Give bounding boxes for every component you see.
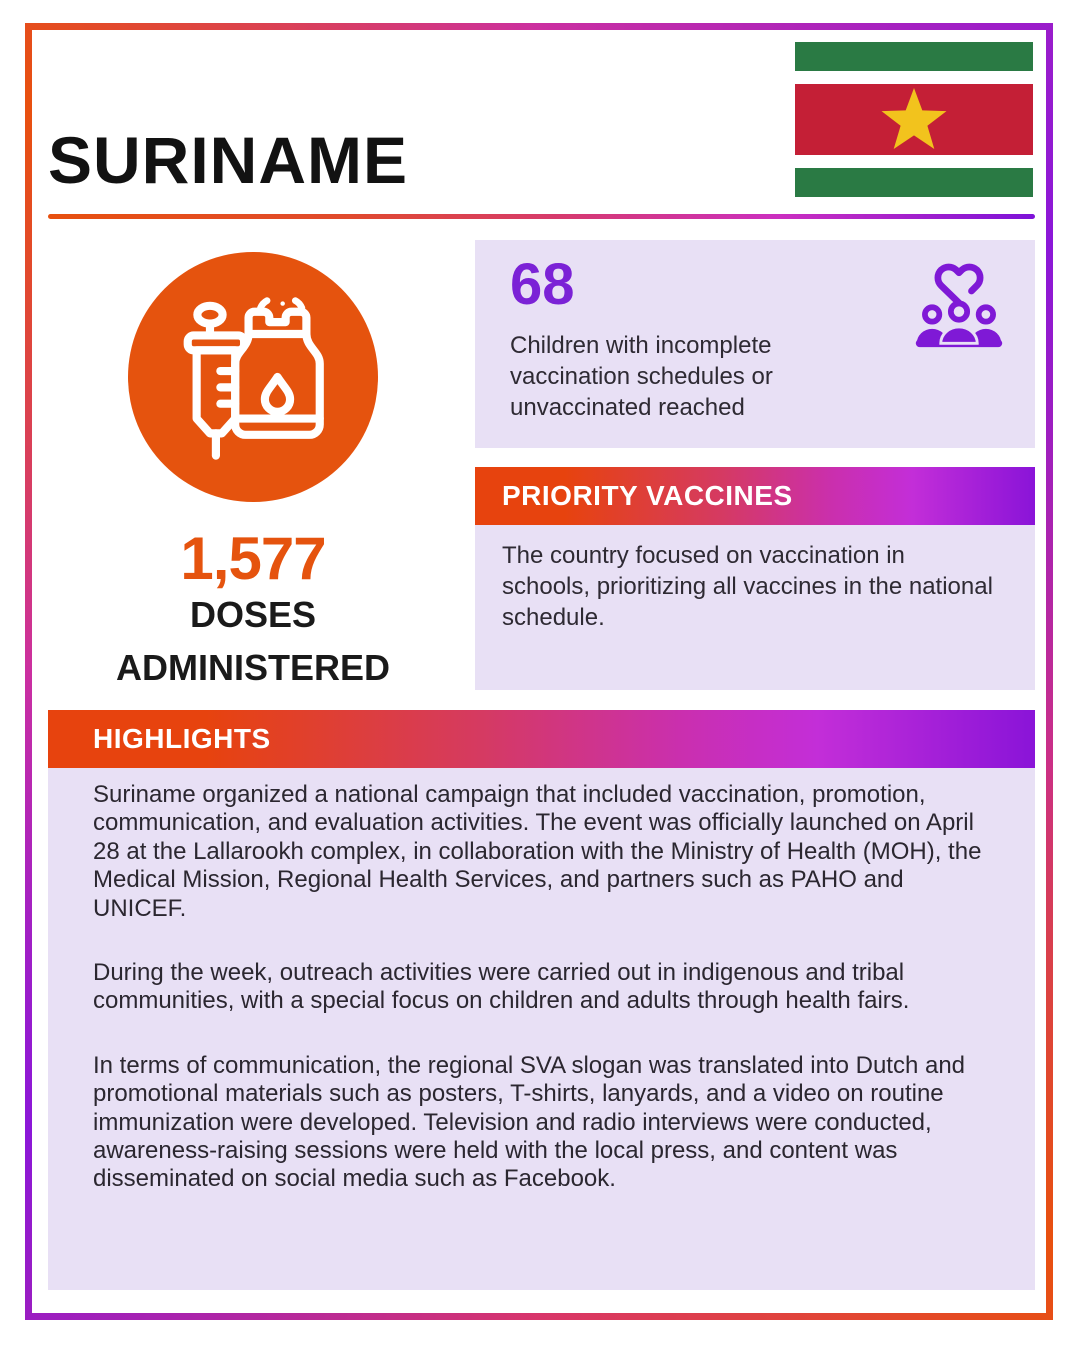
flag-star-icon [880,88,948,150]
children-reached-card [475,240,1035,448]
priority-vaccines-heading-label: PRIORITY VACCINES [502,480,793,511]
suriname-flag [795,42,1033,197]
highlights-heading-label: HIGHLIGHTS [93,723,271,754]
children-reached-count: 68 [510,252,575,317]
flag-red-stripe [795,84,1033,155]
priority-vaccines-card [475,525,1035,690]
page-title: SURINAME [48,123,409,197]
children-reached-description: Children with incomplete vaccination schedules or unvaccinated reached [510,332,773,421]
priority-vaccines-body: The country focused on vaccination in schools, prioritizing all vaccines in the national schedule. [502,542,993,631]
syringe-vial-icon [164,288,342,466]
flag-white-stripe-bottom [795,155,1033,167]
doses-label-line1: DOSES [189,594,317,635]
flag-white-stripe-top [795,71,1033,83]
heart-people-icon [911,254,1007,350]
highlights-paragraph-1: Suriname organized a national campaign that included vaccination, promotion, communication, and evaluation activities. The event was officially launched on April 28 at the Lallarookh complex, in collaboration with the Ministry of Health (MOH), the Medical Mission, Regional Health Services, and partners such as PAHO and UNICEF. [93,781,982,922]
doses-count: 1,577 [180,525,326,592]
highlights-paragraph-2: During the week, outreach activities were carried out in indigenous and tribal communities, with a special focus on children and adults through health fairs. [93,959,910,1015]
flag-green-stripe-bottom [795,168,1033,197]
highlights-paragraph-3: In terms of communication, the regional SVA slogan was translated into Dutch and promotional materials such as posters, T-shirts, lanyards, and a video on routine immunization were developed. Television and radio interviews were conducted, awareness-raising sessions were held with the local press, and content was disseminated on social media such as Facebook. [93,1051,966,1193]
doses-icon-circle [128,252,378,502]
doses-label-line2: ADMINISTERED [115,647,390,688]
flag-green-stripe-top [795,42,1033,71]
highlights-header [48,710,1035,768]
title-underline [48,214,1035,219]
highlights-card [48,768,1035,1290]
priority-vaccines-header [475,467,1035,525]
